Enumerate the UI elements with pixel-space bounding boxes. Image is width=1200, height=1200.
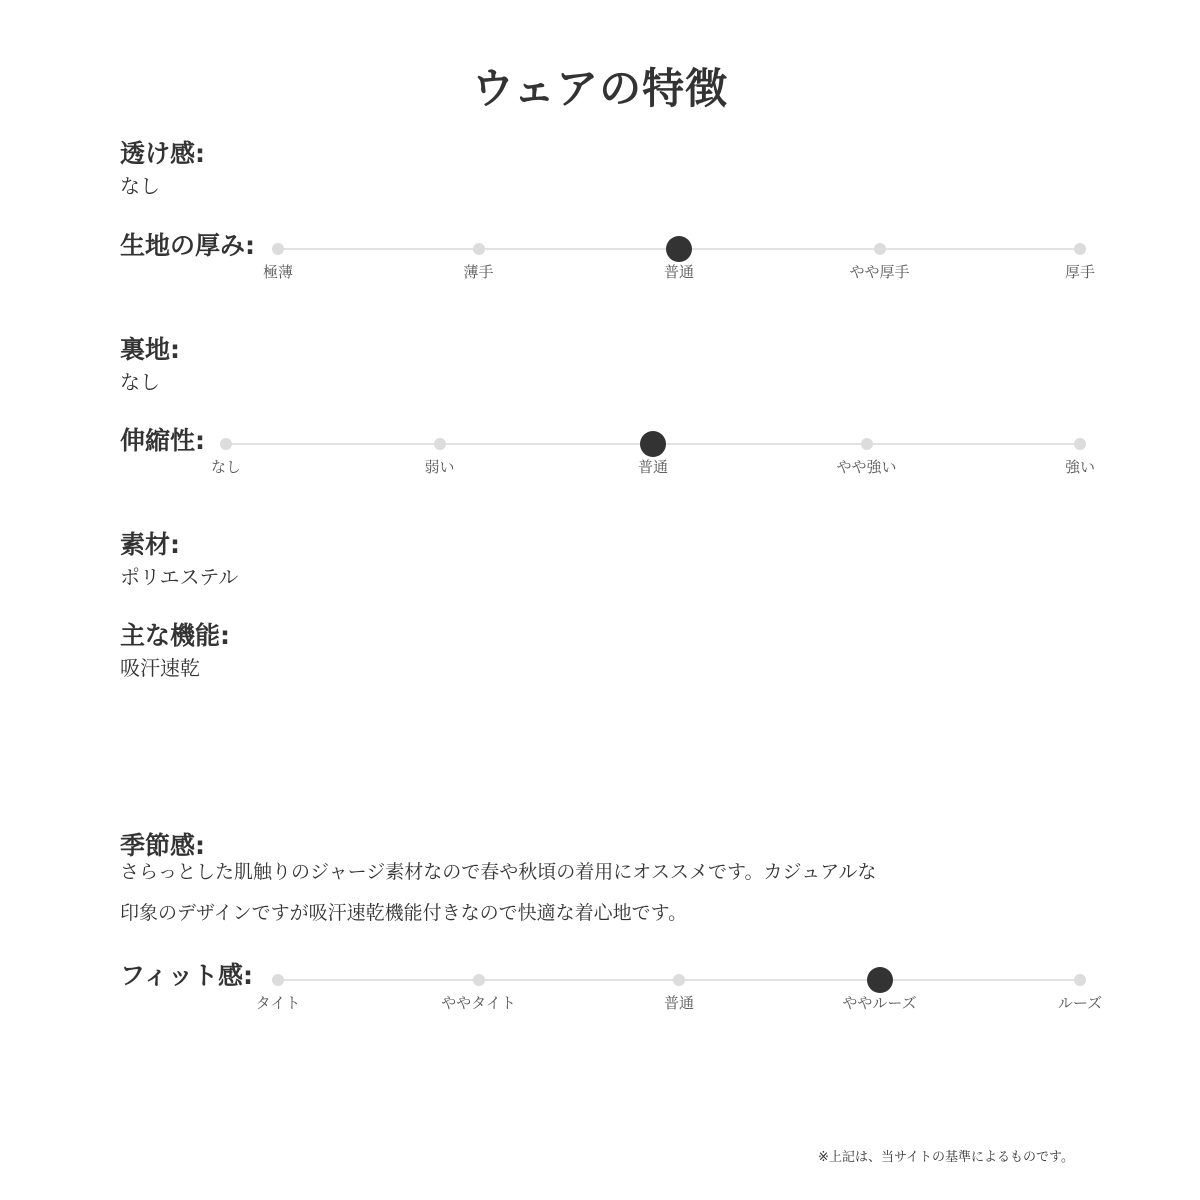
stretch-scale-label: やや強い [836,458,897,476]
thickness-scale-dot [473,243,485,255]
thickness-scale-dot [1074,243,1086,255]
season-label: 季節感: [120,831,205,860]
stretch-scale-label: なし [210,458,241,476]
fit-scale-dot [473,974,485,986]
fit-scale-label: ややルーズ [842,994,917,1012]
fit-selected-marker [867,967,893,993]
thickness-scale-dot [272,243,284,255]
thickness-scale-label: 普通 [663,263,694,281]
thickness-scale-label: 薄手 [463,263,494,281]
stretch-scale-dot [861,438,873,450]
season-description: さらっとした肌触りのジャージ素材なので春や秋頃の着用にオススメです。カジュアルな印象のデザインですが吸汗速乾機能付きなので快適な着心地です。 [120,861,877,924]
functions-value: 吸汗速乾 [120,656,200,680]
fit-scale-label: 普通 [663,994,694,1012]
thickness-scale-dot [874,243,886,255]
stretch-scale-label: 強い [1064,458,1095,476]
stretch-scale-dot [434,438,446,450]
thickness-label: 生地の厚み: [120,231,255,260]
stretch-scale-dot [1074,438,1086,450]
transparency-value: なし [120,174,160,198]
thickness-scale-label: 極薄 [262,263,293,281]
fit-scale-dot [272,974,284,986]
fit-scale-dot [1074,974,1086,986]
transparency-label: 透け感: [120,139,205,168]
fit-scale-label: ややタイト [441,994,516,1012]
fit-scale-label: ルーズ [1057,994,1103,1012]
fit-scale-dot [673,974,685,986]
fit-label: フィット感: [120,961,253,990]
stretch-scale-dot [220,438,232,450]
material-value: ポリエステル [120,565,239,589]
footnote: ※上記は、当サイトの基準によるものです。 [818,1150,1074,1165]
lining-value: なし [120,370,160,394]
stretch-label: 伸縮性: [120,426,205,455]
stretch-scale-label: 普通 [637,458,668,476]
stretch-scale-label: 弱い [424,458,455,476]
lining-label: 裏地: [120,335,180,364]
thickness-scale-label: 厚手 [1064,263,1095,281]
functions-label: 主な機能: [120,621,230,650]
thickness-scale-label: やや厚手 [849,263,910,281]
thickness-selected-marker [666,236,692,262]
page-title: ウェアの特徴 [471,64,729,113]
fit-scale-label: タイト [255,994,301,1012]
material-label: 素材: [120,530,180,559]
stretch-selected-marker [640,431,666,457]
